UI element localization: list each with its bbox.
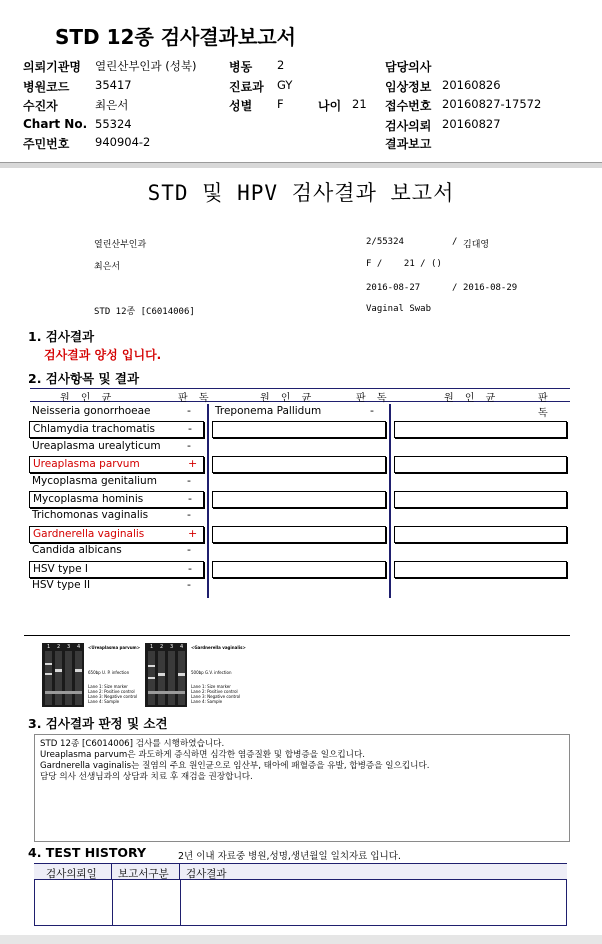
footer-band [0, 935, 602, 944]
specimen-type: Vaginal Swab [366, 304, 432, 314]
patient-name: 최은서 [94, 262, 121, 272]
result-value: - [370, 404, 374, 417]
header-label: 검사의뢰 [385, 119, 432, 133]
result-row-col3 [394, 491, 567, 508]
result-row-hsv-type-ii [29, 578, 204, 595]
doctor-separator: / [452, 237, 458, 247]
date-reported: 2016-08-29 [463, 283, 518, 293]
result-row-col3 [394, 561, 567, 578]
result-row-ureaplasma-urealyticum [29, 439, 204, 456]
pathogen-name: Mycoplasma genitalium [32, 474, 157, 487]
header-value: 35417 [95, 78, 132, 92]
pathogen-name: Ureaplasma urealyticum [32, 439, 161, 452]
result-row-col2 [212, 404, 386, 421]
header-label: 의뢰기관명 [23, 60, 81, 74]
comment-line: Gardnerella vaginalis는 질염의 주요 원인균으로 임산부, 태아에 패혈증을 유발, 합병증을 일으킵니다. [40, 761, 430, 771]
header-label: 성별 [229, 99, 253, 113]
result-value: + [188, 526, 198, 540]
comment-line: 담당 의사 선생님과의 상담과 치료 후 재검을 권장합니다. [40, 772, 253, 782]
pathogen-name: HSV type II [32, 579, 91, 591]
pathogen-name: Mycoplasma hominis [33, 493, 144, 505]
result-row-hsv-type-i [29, 561, 204, 578]
history-col-request-date: 검사의뢰일 [46, 868, 97, 880]
header-value: 940904-2 [95, 135, 151, 149]
header-label: 수진자 [23, 99, 58, 113]
pathogen-name: Neisseria gonorrhoeae [32, 405, 151, 417]
result-value: - [187, 404, 191, 417]
result-row-col3 [394, 421, 567, 438]
result-value: - [187, 578, 191, 591]
result-row-col2 [212, 508, 386, 525]
result-value: - [188, 561, 192, 575]
result-row-gardnerella-vaginalis [29, 526, 204, 543]
section1-heading: 1. 검사결과 [28, 329, 95, 344]
header-value: F [277, 97, 284, 111]
gel-lane-number: 2 [160, 644, 164, 650]
gel-legend-item: Lane 2: Positive control [88, 689, 135, 694]
col-judgment-2: 판 독 [356, 393, 391, 404]
result-row-mycoplasma-hominis [29, 491, 204, 508]
header-label: Chart No. [23, 117, 88, 131]
gel-legend-item: Lane 1: Size marker [88, 684, 128, 689]
gel-legend-item: Lane 1: Size marker [191, 684, 231, 689]
result-row-col2 [212, 474, 386, 491]
header-label: 진료과 [229, 80, 264, 94]
result-row-col2 [212, 491, 386, 508]
gel-right-title: <Gardnerella vaginalis> [191, 645, 246, 650]
sex-age: F / 21 / () [366, 259, 442, 269]
comment-line: STD 12종 [C6014006] 검사를 시행하였습니다. [40, 739, 225, 749]
header-value: 최은서 [95, 98, 129, 112]
result-row-col2 [212, 456, 386, 473]
col-pathogen-2: 원 인 균 [260, 393, 316, 404]
header-label: 담당의사 [385, 60, 432, 74]
result-row-col2 [212, 439, 386, 456]
gel-lane-number: 1 [150, 644, 154, 650]
col-judgment-3: 판 독 [538, 393, 552, 419]
doctor-name: 김대영 [463, 240, 490, 250]
col-pathogen-3: 원 인 균 [444, 393, 500, 404]
header-label: 접수번호 [385, 99, 432, 113]
header-label: 병원코드 [23, 80, 70, 94]
header-label: 나이 [318, 99, 342, 113]
gel-lane-number: 1 [47, 644, 51, 650]
header-label: 결과보고 [385, 137, 432, 151]
header-value: 20160827 [442, 117, 501, 131]
report-title: STD 및 HPV 검사결과 보고서 [147, 181, 455, 205]
pathogen-name: Ureaplasma parvum [33, 458, 140, 471]
header-label: 병동 [229, 60, 253, 74]
result-row-ureaplasma-parvum [29, 456, 204, 473]
gel-lane-number: 3 [67, 644, 71, 650]
header-value: 21 [352, 97, 367, 111]
column-divider-1 [207, 404, 209, 598]
result-row-col2 [212, 561, 386, 578]
gel-section-divider [24, 635, 570, 636]
date-received: 2016-08-27 [366, 283, 421, 293]
result-value: - [188, 422, 192, 436]
result-row-col2 [212, 421, 386, 438]
history-col-result: 검사결과 [186, 868, 227, 880]
comment-line: Ureaplasma parvum은 과도하게 증식하면 심각한 염증질환 및 합병증을 일으킵니다. [40, 750, 365, 760]
header-value: 55324 [95, 117, 132, 131]
result-row-neisseria-gonorrhoeae [29, 404, 204, 421]
pathogen-name: Chlamydia trachomatis [33, 423, 156, 436]
section3-heading: 3. 검사결과 판정 및 소견 [28, 716, 168, 731]
pathogen-name: Candida albicans [32, 544, 122, 557]
result-row-trichomonas-vaginalis [29, 508, 204, 525]
gel-image-gardnerella [145, 643, 187, 707]
gel-legend-item: Lane 2: Positive control [191, 689, 238, 694]
gel-right-marker: 500bp G.V. infection [191, 670, 232, 675]
result-value: - [187, 473, 191, 487]
history-table-body [34, 880, 567, 926]
chart-number: 2/55324 [366, 237, 404, 247]
history-col-report-type: 보고서구분 [118, 868, 169, 880]
header-value: 열린산부인과 (성북) [95, 59, 197, 73]
result-value: - [187, 543, 191, 557]
history-table-header [34, 863, 567, 880]
gel-left-marker: 650bp U. P. infection [88, 670, 130, 675]
gel-lane-number: 4 [77, 644, 81, 650]
result-row-col3 [394, 456, 567, 473]
header-divider [0, 162, 602, 168]
pathogen-name: Gardnerella vaginalis [33, 527, 145, 540]
pathogen-name: Trichomonas vaginalis [32, 509, 149, 522]
document-title: STD 12종 검사결과보고서 [55, 25, 296, 49]
result-value: + [188, 457, 198, 471]
gel-legend-item: Lane 3: Negative control [191, 694, 241, 699]
section2-heading: 2. 검사항목 및 결과 [28, 371, 140, 386]
header-label: 주민번호 [23, 137, 70, 151]
date-separator: / [452, 283, 458, 293]
result-row-col2 [212, 543, 386, 560]
gel-lane-number: 4 [180, 644, 184, 650]
test-code: STD 12종 [C6014006] [94, 307, 195, 317]
result-row-chlamydia-trachomatis [29, 421, 204, 438]
result-value: - [187, 438, 191, 452]
gel-legend-item: Lane 4: Sample [88, 699, 120, 704]
pathogen-name: HSV type I [33, 562, 88, 575]
comment-box [34, 734, 570, 842]
gel-lane-number: 2 [57, 644, 61, 650]
header-value: 20160826 [442, 78, 501, 92]
gel-legend-item: Lane 3: Negative control [88, 694, 138, 699]
result-row-candida-albicans [29, 543, 204, 560]
hospital-name: 열린산부인과 [94, 240, 147, 250]
history-note: 2년 이내 자료중 병원,성명,생년월일 일치자료 입니다. [178, 851, 401, 862]
gel-image-ureaplasma [42, 643, 84, 707]
result-row-mycoplasma-genitalium [29, 474, 204, 491]
header-value: GY [277, 78, 293, 92]
result-row-col3 [394, 526, 567, 543]
header-label: 임상정보 [385, 80, 432, 94]
result-value: - [187, 508, 191, 522]
header-value: 2 [277, 58, 285, 72]
result-row-col2 [212, 526, 386, 543]
col-judgment-1: 판 독 [178, 393, 213, 404]
result-value: - [188, 492, 192, 505]
header-value: 20160827-17572 [442, 97, 542, 111]
gel-left-title: <Ureaplasma parvum> [88, 645, 141, 650]
gel-lane-number: 3 [170, 644, 174, 650]
column-divider-2 [389, 404, 391, 598]
overall-result: 검사결과 양성 입니다. [44, 348, 162, 362]
col-pathogen-1: 원 인 균 [60, 393, 116, 404]
section4-heading: 4. TEST HISTORY [28, 845, 147, 860]
gel-legend-item: Lane 4: Sample [191, 699, 223, 704]
pathogen-name: Treponema Pallidum [215, 405, 322, 417]
